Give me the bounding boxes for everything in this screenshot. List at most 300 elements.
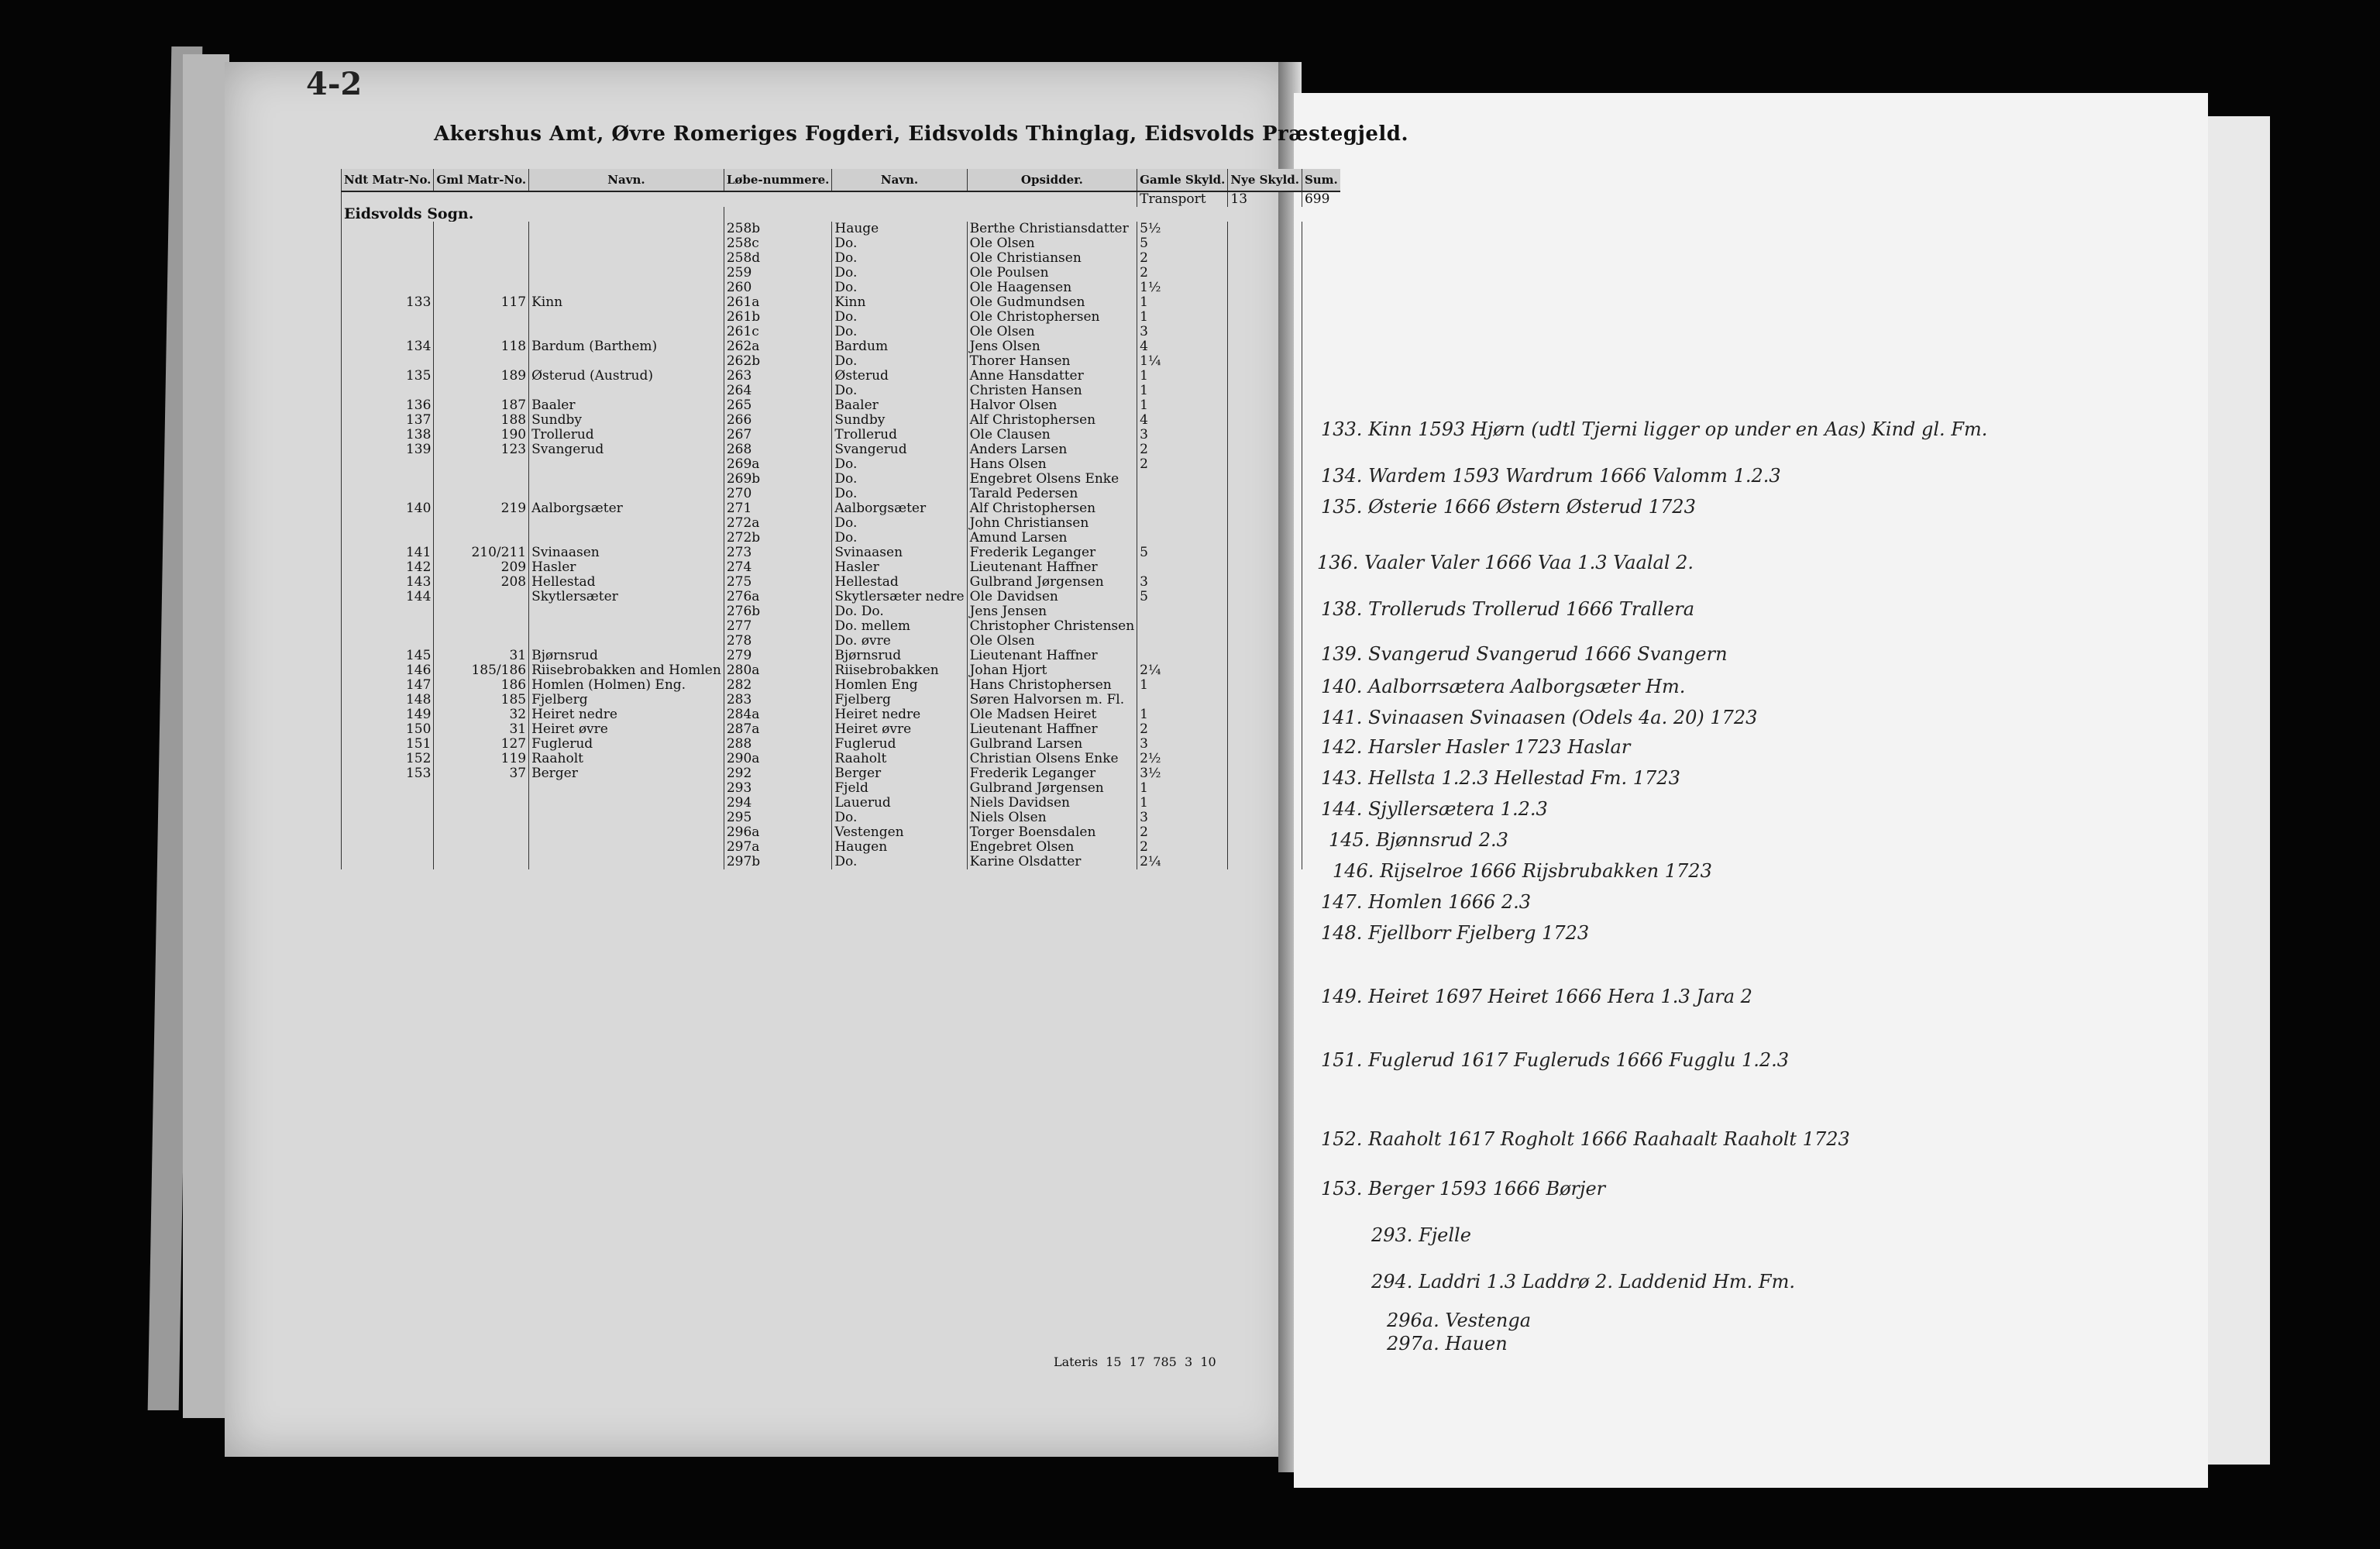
ledger-cell: 123 (434, 442, 529, 457)
ledger-cell: 140 (342, 501, 434, 516)
handwritten-note: 133. Kinn 1593 Hjørn (udtl Tjerni ligger op under en Aas) Kind gl. Fm. (1321, 418, 1988, 440)
ledger-cell (529, 855, 724, 869)
handwritten-note: 294. Laddri 1.3 Laddrø 2. Laddenid Hm. Fm. (1371, 1271, 1795, 1293)
ledger-cell (1302, 384, 1340, 398)
ledger-cell: Do. (832, 457, 967, 472)
ledger-cell: 1 (1137, 796, 1228, 811)
ledger-cell (434, 590, 529, 604)
ledger-cell: 137 (342, 413, 434, 428)
ledger-cell: 2 (1137, 266, 1228, 281)
ledger-cell (1228, 442, 1302, 457)
transport-value: 699 (1302, 191, 1340, 207)
ledger-cell (1228, 752, 1302, 766)
ledger-cell: 144 (342, 590, 434, 604)
ledger-cell (1228, 428, 1302, 442)
section-title: Eidsvolds Sogn. (342, 207, 724, 222)
ledger-cell: Svangerud (832, 442, 967, 457)
ledger-cell (1228, 722, 1302, 737)
ledger-cell (1137, 604, 1228, 619)
ledger-cell (1228, 325, 1302, 339)
ledger-cell (1228, 825, 1302, 840)
ledger-table (341, 169, 1340, 869)
ledger-cell (434, 619, 529, 634)
ledger-cell: Fuglerud (529, 737, 724, 752)
ledger-cell: 277 (724, 619, 832, 634)
ledger-cell (1302, 442, 1340, 457)
ledger-cell: 280a (724, 663, 832, 678)
ledger-cell: Do. (832, 531, 967, 546)
ledger-cell (342, 825, 434, 840)
ledger-cell (529, 619, 724, 634)
ledger-row (342, 501, 1340, 516)
ledger-cell: Berger (832, 766, 967, 781)
ledger-cell (1228, 811, 1302, 825)
ledger-cell: 37 (434, 766, 529, 781)
ledger-cell (342, 487, 434, 501)
ledger-cell: 4 (1137, 413, 1228, 428)
ledger-cell: 210/211 (434, 546, 529, 560)
ledger-cell: 288 (724, 737, 832, 752)
ledger-cell: Do. (832, 811, 967, 825)
ledger-cell: 1 (1137, 369, 1228, 384)
handwritten-note: 153. Berger 1593 1666 Børjer (1321, 1178, 1606, 1200)
ledger-cell (529, 354, 724, 369)
ledger-cell: 266 (724, 413, 832, 428)
ledger-cell: Engebret Olsens Enke (967, 472, 1137, 487)
ledger-cell (529, 310, 724, 325)
ledger-cell: 278 (724, 634, 832, 649)
ledger-cell (342, 384, 434, 398)
ledger-row (342, 310, 1340, 325)
ledger-cell (1302, 516, 1340, 531)
ledger-cell (342, 325, 434, 339)
ledger-row (342, 678, 1340, 693)
ledger-row (342, 649, 1340, 663)
ledger-cell (1137, 516, 1228, 531)
ledger-cell (434, 796, 529, 811)
ledger-cell (1228, 384, 1302, 398)
ledger-row (342, 546, 1340, 560)
ledger-cell: 284a (724, 707, 832, 722)
ledger-cell: Bardum (832, 339, 967, 354)
ledger-row (342, 766, 1340, 781)
ledger-cell: 2¼ (1137, 855, 1228, 869)
ledger-cell: 267 (724, 428, 832, 442)
ledger-cell: Skytlersæter (529, 590, 724, 604)
ledger-cell: Baaler (832, 398, 967, 413)
ledger-cell: 261a (724, 295, 832, 310)
ledger-cell: Do. (832, 487, 967, 501)
ledger-cell: 269b (724, 472, 832, 487)
ledger-row (342, 222, 1340, 236)
ledger-cell (1228, 398, 1302, 413)
ledger-cell: Gulbrand Larsen (967, 737, 1137, 752)
ledger-cell: 279 (724, 649, 832, 663)
ledger-cell (529, 531, 724, 546)
ledger-cell: 258d (724, 251, 832, 266)
ledger-cell (342, 634, 434, 649)
ledger-row (342, 384, 1340, 398)
col-header: Sum. (1302, 169, 1340, 191)
ledger-cell: 274 (724, 560, 832, 575)
ledger-cell (1302, 354, 1340, 369)
ledger-cell: Do. (832, 325, 967, 339)
ledger-row (342, 487, 1340, 501)
ledger-cell (434, 384, 529, 398)
ledger-cell (1137, 693, 1228, 707)
ledger-cell: Thorer Hansen (967, 354, 1137, 369)
ledger-cell (434, 840, 529, 855)
ledger-cell (1228, 472, 1302, 487)
ledger-cell: Do. (832, 266, 967, 281)
ledger-cell: Engebret Olsen (967, 840, 1137, 855)
ledger-cell (342, 855, 434, 869)
ledger-cell (434, 325, 529, 339)
ledger-cell (529, 384, 724, 398)
section-row (342, 207, 1340, 222)
ledger-cell: Sundby (832, 413, 967, 428)
ledger-cell (434, 516, 529, 531)
ledger-cell: 276b (724, 604, 832, 619)
ledger-cell: 2 (1137, 251, 1228, 266)
handwritten-note: 135. Østerie 1666 Østern Østerud 1723 (1321, 496, 1696, 518)
ledger-cell: Vestengen (832, 825, 967, 840)
ledger-cell (1228, 766, 1302, 781)
ledger-cell: Fjelberg (832, 693, 967, 707)
ledger-cell (1228, 796, 1302, 811)
ledger-cell (1302, 236, 1340, 251)
ledger-row (342, 590, 1340, 604)
ledger-cell: 290a (724, 752, 832, 766)
ledger-cell (434, 354, 529, 369)
ledger-cell: Jens Jensen (967, 604, 1137, 619)
ledger-cell: 282 (724, 678, 832, 693)
ledger-cell (1137, 560, 1228, 575)
ledger-cell (529, 472, 724, 487)
ledger-cell: John Christiansen (967, 516, 1137, 531)
ledger-cell: 32 (434, 707, 529, 722)
ledger-cell (1302, 281, 1340, 295)
ledger-cell (529, 825, 724, 840)
ledger-cell (434, 634, 529, 649)
ledger-cell: Heiret øvre (529, 722, 724, 737)
ledger-cell: Alf Christophersen (967, 501, 1137, 516)
ledger-cell: 1 (1137, 781, 1228, 796)
handwritten-note: 293. Fjelle (1371, 1224, 1471, 1246)
ledger-cell: Karine Olsdatter (967, 855, 1137, 869)
ledger-cell (529, 604, 724, 619)
ledger-cell: 265 (724, 398, 832, 413)
ledger-cell (1228, 501, 1302, 516)
ledger-cell: 258c (724, 236, 832, 251)
ledger-row (342, 575, 1340, 590)
ledger-cell (342, 236, 434, 251)
ledger-cell: Niels Davidsen (967, 796, 1137, 811)
ledger-cell: 146 (342, 663, 434, 678)
ledger-cell: Heiret nedre (529, 707, 724, 722)
ledger-cell: Ole Davidsen (967, 590, 1137, 604)
ledger-cell: 275 (724, 575, 832, 590)
ledger-cell: 142 (342, 560, 434, 575)
handwritten-note: 149. Heiret 1697 Heiret 1666 Hera 1.3 Jara 2 (1321, 986, 1752, 1007)
ledger-cell (434, 222, 529, 236)
ledger-cell: 2 (1137, 457, 1228, 472)
ledger-row (342, 619, 1340, 634)
ledger-cell (1228, 707, 1302, 722)
ledger-cell: Lieutenant Haffner (967, 649, 1137, 663)
ledger-cell (1302, 222, 1340, 236)
ledger-cell: 118 (434, 339, 529, 354)
ledger-cell (1228, 781, 1302, 796)
ledger-cell (1228, 222, 1302, 236)
ledger-cell: Do. (832, 251, 967, 266)
ledger-cell: Ole Christiansen (967, 251, 1137, 266)
ledger-cell: Lieutenant Haffner (967, 722, 1137, 737)
ledger-cell (342, 472, 434, 487)
ledger-cell: Ole Madsen Heiret (967, 707, 1137, 722)
ledger-cell: 268 (724, 442, 832, 457)
ledger-cell: 3 (1137, 325, 1228, 339)
ledger-row (342, 442, 1340, 457)
ledger-row (342, 752, 1340, 766)
ledger-cell (342, 781, 434, 796)
ledger-cell (434, 281, 529, 295)
ledger-cell: 185/186 (434, 663, 529, 678)
handwritten-note: 138. Trolleruds Trollerud 1666 Trallera (1321, 598, 1695, 620)
ledger-row (342, 428, 1340, 442)
ledger-cell: Skytlersæter nedre (832, 590, 967, 604)
ledger-row (342, 796, 1340, 811)
ledger-header-row (342, 169, 1340, 191)
ledger-cell: 294 (724, 796, 832, 811)
ledger-cell (342, 840, 434, 855)
col-header: Gamle Skyld. (1137, 169, 1228, 191)
ledger-cell: Heiret øvre (832, 722, 967, 737)
ledger-cell: 271 (724, 501, 832, 516)
handwritten-note: 144. Sjyllersætera 1.2.3 (1321, 798, 1548, 820)
ledger-cell (1302, 295, 1340, 310)
ledger-cell: 208 (434, 575, 529, 590)
ledger-cell (1228, 663, 1302, 678)
handwritten-note: 145. Bjønnsrud 2.3 (1329, 829, 1508, 851)
ledger-cell: Do. (832, 354, 967, 369)
ledger-cell: Gulbrand Jørgensen (967, 781, 1137, 796)
ledger-cell: 262b (724, 354, 832, 369)
ledger-cell: Fjelberg (529, 693, 724, 707)
ledger-cell (529, 236, 724, 251)
ledger-cell (1302, 251, 1340, 266)
ledger-cell (1228, 855, 1302, 869)
ledger-cell (434, 781, 529, 796)
page-mark: 4-2 (306, 66, 363, 102)
ledger-cell: 141 (342, 546, 434, 560)
ledger-cell: 260 (724, 281, 832, 295)
ledger-cell: 147 (342, 678, 434, 693)
ledger-cell: 3 (1137, 575, 1228, 590)
col-header: Navn. (832, 169, 967, 191)
ledger-cell (1228, 487, 1302, 501)
ledger-cell: 263 (724, 369, 832, 384)
ledger-cell: 189 (434, 369, 529, 384)
ledger-cell: Ole Poulsen (967, 266, 1137, 281)
ledger-cell (434, 266, 529, 281)
ledger-cell: 153 (342, 766, 434, 781)
ledger-cell: Hans Olsen (967, 457, 1137, 472)
ledger-cell: 143 (342, 575, 434, 590)
ledger-cell: Raaholt (832, 752, 967, 766)
ledger-cell (1302, 339, 1340, 354)
ledger-cell: 2 (1137, 722, 1228, 737)
ledger-cell: 219 (434, 501, 529, 516)
ledger-cell: 148 (342, 693, 434, 707)
ledger-cell: Østerud (Austrud) (529, 369, 724, 384)
ledger-cell (529, 796, 724, 811)
ledger-cell (1302, 325, 1340, 339)
ledger-cell: Torger Boensdalen (967, 825, 1137, 840)
ledger-cell (434, 457, 529, 472)
ledger-row (342, 781, 1340, 796)
ledger-cell: Ole Olsen (967, 325, 1137, 339)
ledger-cell: Lauerud (832, 796, 967, 811)
ledger-cell: 145 (342, 649, 434, 663)
ledger-cell: 297a (724, 840, 832, 855)
ledger-cell: 2¼ (1137, 663, 1228, 678)
ledger-cell: 150 (342, 722, 434, 737)
ledger-cell: 190 (434, 428, 529, 442)
ledger-row (342, 295, 1340, 310)
ledger-cell: Kinn (529, 295, 724, 310)
ledger-row (342, 339, 1340, 354)
ledger-cell: Do. (832, 310, 967, 325)
ledger-cell (342, 222, 434, 236)
ledger-cell: 31 (434, 649, 529, 663)
ledger-cell (1228, 413, 1302, 428)
ledger-cell: 297b (724, 855, 832, 869)
ledger-cell: Homlen (Holmen) Eng. (529, 678, 724, 693)
ledger-cell (1137, 634, 1228, 649)
ledger-cell: Fuglerud (832, 737, 967, 752)
ledger-cell (342, 266, 434, 281)
ledger-cell: 1 (1137, 384, 1228, 398)
handwritten-note: 141. Svinaasen Svinaasen (Odels 4a. 20) 1723 (1321, 707, 1758, 728)
ledger-cell: 5 (1137, 236, 1228, 251)
ledger-cell: Svinaasen (832, 546, 967, 560)
ledger-cell: 2 (1137, 442, 1228, 457)
ledger-cell: 2 (1137, 840, 1228, 855)
ledger-cell: Ole Olsen (967, 634, 1137, 649)
col-header: Ndt Matr-No. (342, 169, 434, 191)
ledger-cell: 186 (434, 678, 529, 693)
ledger-cell: Anders Larsen (967, 442, 1137, 457)
ledger-row (342, 604, 1340, 619)
handwritten-note: 136. Vaaler Valer 1666 Vaa 1.3 Vaalal 2. (1317, 552, 1694, 573)
ledger-row (342, 693, 1340, 707)
ledger-cell: Johan Hjort (967, 663, 1137, 678)
ledger-cell (1137, 472, 1228, 487)
ledger-cell: 295 (724, 811, 832, 825)
ledger-cell: Svinaasen (529, 546, 724, 560)
ledger-cell: Amund Larsen (967, 531, 1137, 546)
ledger-cell: 133 (342, 295, 434, 310)
ledger-cell (1228, 604, 1302, 619)
ledger-cell: 1 (1137, 678, 1228, 693)
ledger-cell: 272b (724, 531, 832, 546)
ledger-cell (529, 222, 724, 236)
ledger-cell (342, 251, 434, 266)
ledger-row (342, 825, 1340, 840)
ledger-row (342, 325, 1340, 339)
ledger-cell (529, 325, 724, 339)
ledger-cell (1228, 546, 1302, 560)
transport-row (342, 191, 1340, 207)
ledger-cell: 1½ (1137, 281, 1228, 295)
ledger-cell (1228, 369, 1302, 384)
ledger-cell (529, 516, 724, 531)
handwritten-note: 151. Fuglerud 1617 Fugleruds 1666 Fugglu 1.2.3 (1321, 1049, 1790, 1071)
ledger-cell: Fjeld (832, 781, 967, 796)
ledger-cell: 3 (1137, 428, 1228, 442)
handwritten-note: 146. Rijselroe 1666 Rijsbrubakken 1723 (1333, 860, 1712, 882)
ledger-cell (434, 472, 529, 487)
ledger-cell: Berthe Christiansdatter (967, 222, 1137, 236)
ledger-cell: Frederik Leganger (967, 766, 1137, 781)
ledger-cell (342, 457, 434, 472)
ledger-cell (1228, 619, 1302, 634)
ledger-cell: 152 (342, 752, 434, 766)
ledger-cell: Do. (832, 855, 967, 869)
ledger-cell: Alf Christophersen (967, 413, 1137, 428)
handwritten-note: 140. Aalborrsætera Aalborgsæter Hm. (1321, 676, 1686, 697)
ledger-cell (1228, 236, 1302, 251)
handwritten-note: 152. Raaholt 1617 Rogholt 1666 Raahaalt Raaholt 1723 (1321, 1128, 1850, 1150)
ledger-cell: 1¼ (1137, 354, 1228, 369)
ledger-cell: Do. (832, 516, 967, 531)
ledger-cell: Riisebrobakken and Homlen (529, 663, 724, 678)
ledger-cell: Do. (832, 281, 967, 295)
ledger-cell (1137, 501, 1228, 516)
ledger-cell (434, 251, 529, 266)
handwritten-note: 142. Harsler Hasler 1723 Haslar (1321, 736, 1631, 758)
ledger-cell (342, 619, 434, 634)
ledger-cell (1228, 457, 1302, 472)
ledger-cell: Jens Olsen (967, 339, 1137, 354)
ledger-cell: Ole Gudmundsen (967, 295, 1137, 310)
ledger-cell (1228, 560, 1302, 575)
ledger-cell: Bjørnsrud (529, 649, 724, 663)
ledger-cell (434, 310, 529, 325)
ledger-cell (1228, 339, 1302, 354)
right-page-edge (2208, 116, 2270, 1465)
ledger-row (342, 266, 1340, 281)
ledger-cell (1228, 693, 1302, 707)
ledger-cell: Søren Halvorsen m. Fl. (967, 693, 1137, 707)
ledger-cell: 134 (342, 339, 434, 354)
ledger-cell (434, 236, 529, 251)
ledger-row (342, 722, 1340, 737)
ledger-cell: 135 (342, 369, 434, 384)
ledger-cell: Hasler (529, 560, 724, 575)
ledger-row (342, 413, 1340, 428)
handwritten-note: 296a. Vestenga (1387, 1310, 1531, 1331)
ledger-cell (1228, 678, 1302, 693)
ledger-cell: Do. Do. (832, 604, 967, 619)
ledger-cell (434, 604, 529, 619)
ledger-cell: 3 (1137, 737, 1228, 752)
ledger-cell (1228, 737, 1302, 752)
ledger-cell: Christopher Christensen (967, 619, 1137, 634)
ledger-row (342, 472, 1340, 487)
ledger-row (342, 840, 1340, 855)
